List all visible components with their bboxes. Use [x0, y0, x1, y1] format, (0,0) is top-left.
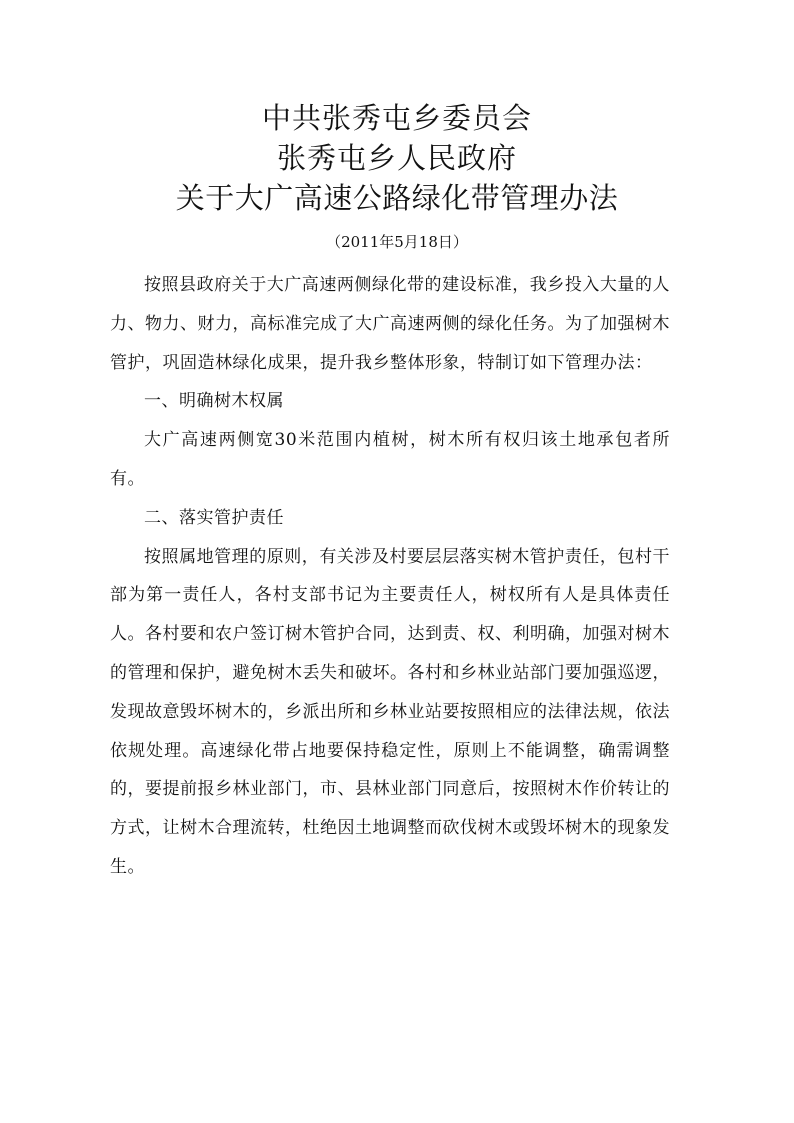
title-block [110, 98, 684, 218]
section-1-heading: 一、明确树木权属 [144, 391, 284, 412]
title-line-government: 张秀屯乡人民政府 [276, 141, 517, 175]
title-line-party-committee: 中共张秀屯乡委员会 [261, 101, 532, 135]
section-1-paragraph: 大广高速两侧宽30米范围内植树，树木所有权归该土地承包者所有。 [110, 430, 670, 489]
section-2-paragraph: 按照属地管理的原则，有关涉及村要层层落实树木管护责任，包村干部为第一责任人，各村支部书记为主要责任人，树权所有人是具体责任人。各村要和农户签订树木管护合同，达到责、权、利明确，加强对树木的管理和保护，避免树木丢失和破坏。各村和乡林业站部门要加强巡逻，发现故意毁坏树木的，乡派出所和乡林业站要按照相应的法律法规，依法依规处理。高速绿化带占地要保持稳定性，原则上不能调整，确需调整的，要提前报乡林业部门，市、县林业部门同意后，按照树木作价转让的方式，让树木合理流转，杜绝因土地调整而砍伐树木或毁坏树木的现象发生。 [110, 546, 670, 877]
intro-paragraph: 按照县政府关于大广高速两侧绿化带的建设标准，我乡投入大量的人力、物力、财力，高标准完成了大广高速两侧的绿化任务。为了加强树木管护，巩固造林绿化成果，提升我乡整体形象，特制订如下管理办法： [110, 275, 670, 373]
document-date: （2011年5月18日） [326, 233, 468, 251]
document-body [110, 266, 670, 887]
section-2-heading: 二、落实管护责任 [144, 507, 284, 528]
title-line-regulation: 关于大广高速公路绿化带管理办法 [175, 181, 619, 215]
